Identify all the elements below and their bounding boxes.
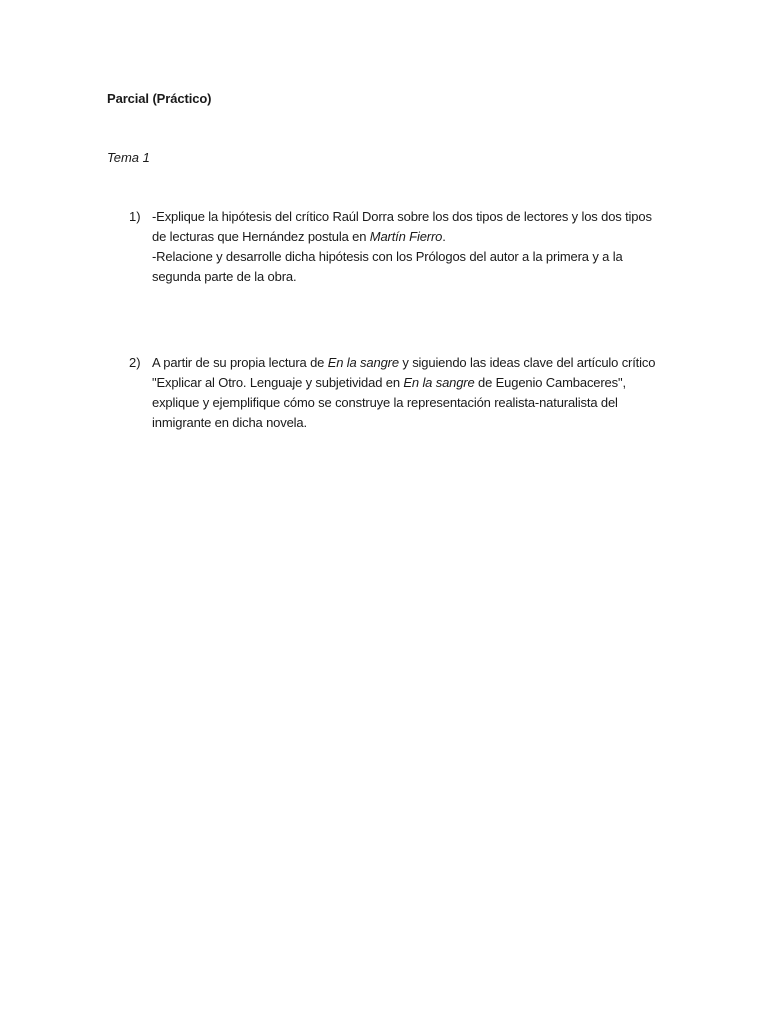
question-paragraph — [152, 207, 667, 247]
work-title: En la sangre — [327, 355, 399, 370]
document-title: Parcial (Práctico) — [107, 91, 212, 106]
question-text: . — [442, 229, 446, 244]
question-text: de Eugenio Cambaceres", explique y ejemplifique cómo se construye la representación realista-naturalista del inmigrante en dicha novela. — [152, 375, 626, 430]
document-subtitle: Tema 1 — [107, 150, 150, 165]
question-text: -Explique la hipótesis del crítico Raúl Dorra sobre los dos tipos de lectores y los dos tipos de lecturas que Hernández postula en — [152, 209, 652, 244]
question-paragraph — [152, 353, 667, 433]
question-number: 1) — [129, 209, 141, 224]
question-number: 2) — [129, 355, 141, 370]
question-body — [152, 207, 667, 287]
work-title: En la sangre — [403, 375, 475, 390]
question-body — [152, 353, 667, 433]
question-item-1 — [107, 207, 667, 287]
question-item-2 — [107, 353, 667, 433]
question-text: A partir de su propia lectura de — [152, 355, 328, 370]
work-title: Martín Fierro — [369, 229, 443, 244]
question-text: y siguiendo las ideas clave del artículo crítico "Explicar al Otro. Lenguaje y subjetividad en — [152, 355, 656, 390]
question-paragraph: -Relacione y desarrolle dicha hipótesis con los Prólogos del autor a la primera y a la segunda parte de la obra. — [152, 249, 623, 284]
